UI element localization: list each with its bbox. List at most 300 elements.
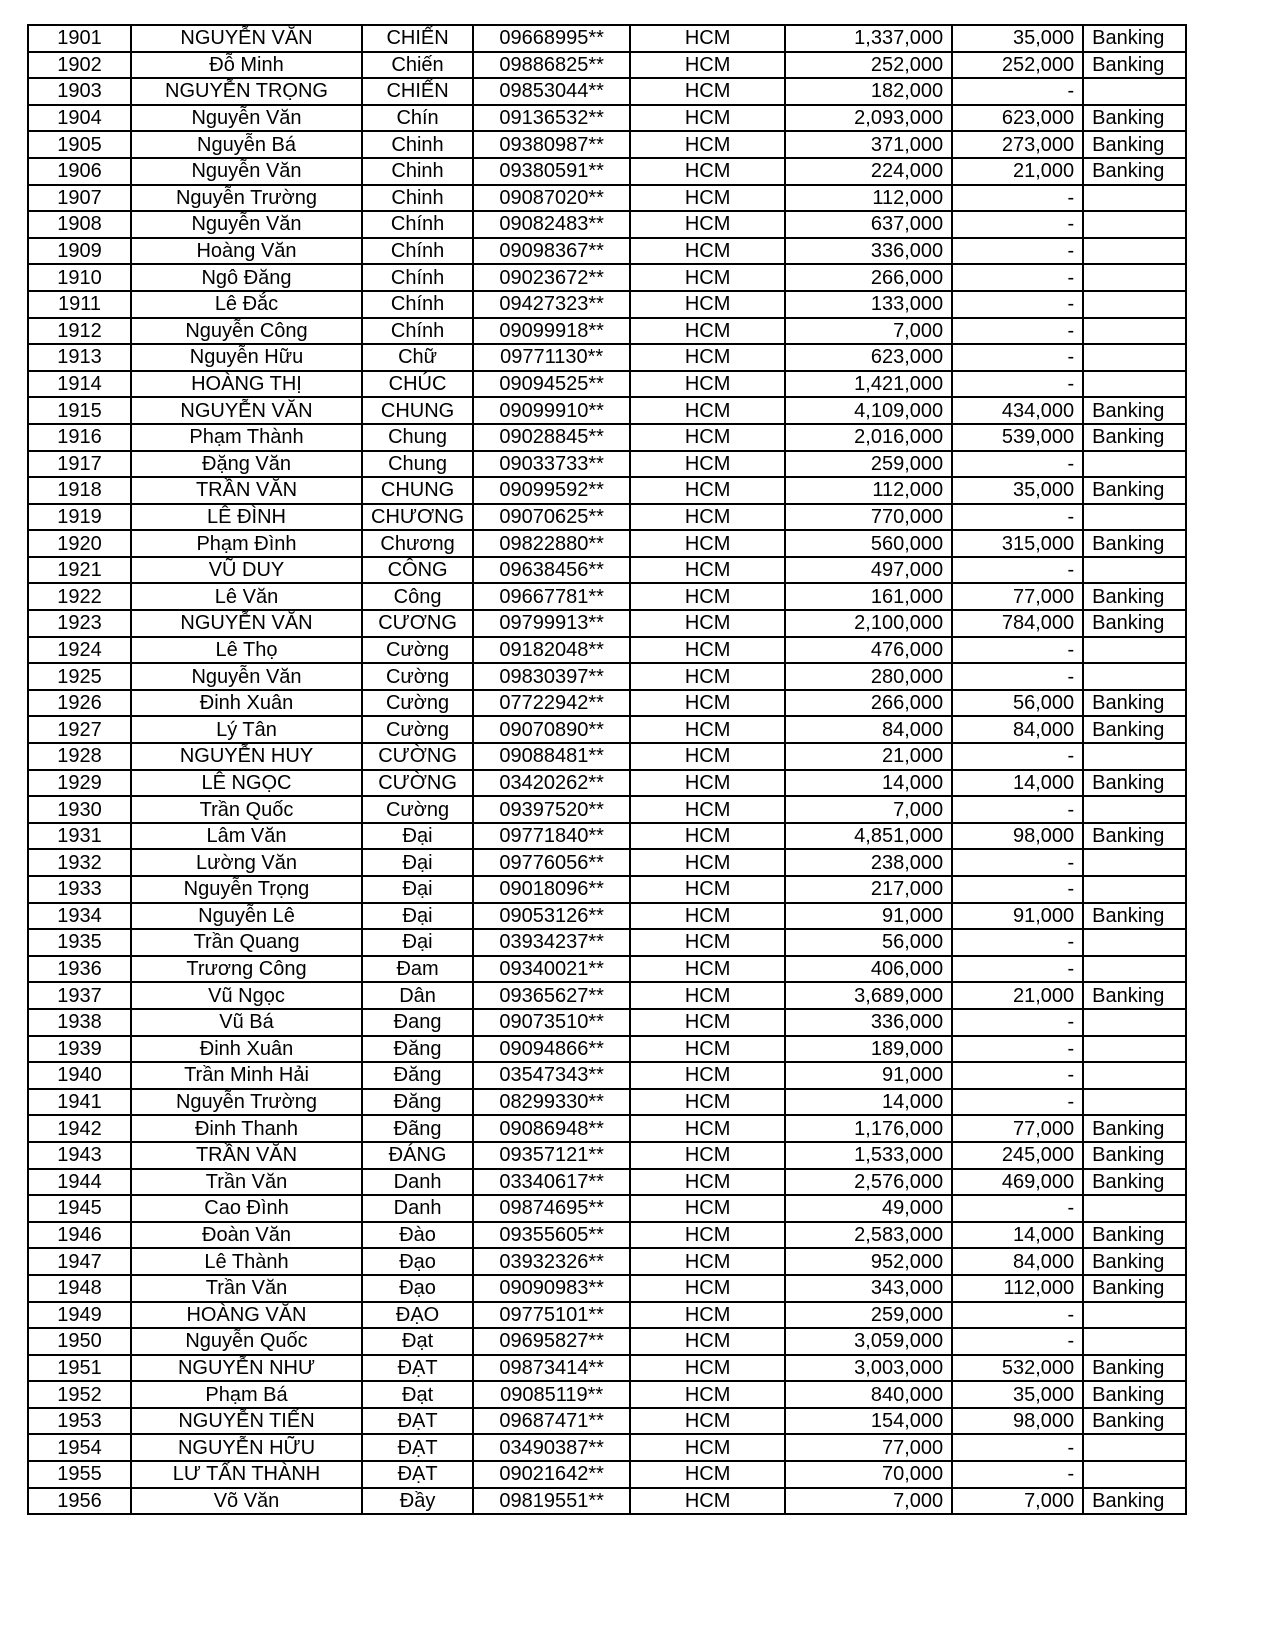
given-name-cell: Cường <box>362 716 473 743</box>
given-name-cell: Dân <box>362 982 473 1009</box>
phone-cell: 09638456** <box>473 557 630 584</box>
phone-cell: 03420262** <box>473 770 630 797</box>
surname-cell: NGUYỄN TIẾN <box>131 1408 362 1435</box>
total-amount-cell: 14,000 <box>785 1089 952 1116</box>
total-amount-cell: 1,176,000 <box>785 1115 952 1142</box>
table-row <box>28 663 1186 690</box>
paid-amount-cell: - <box>952 238 1083 265</box>
phone-cell: 09088481** <box>473 743 630 770</box>
city-cell: HCM <box>630 1169 785 1196</box>
table-row <box>28 1062 1186 1089</box>
city-cell: HCM <box>630 1488 785 1515</box>
surname-cell: Nguyễn Bá <box>131 131 362 158</box>
table-row <box>28 876 1186 903</box>
table-row <box>28 690 1186 717</box>
table-row <box>28 1248 1186 1275</box>
phone-cell: 07722942** <box>473 690 630 717</box>
total-amount-cell: 2,093,000 <box>785 105 952 132</box>
paid-amount-cell: 14,000 <box>952 1222 1083 1249</box>
surname-cell: HOÀNG THỊ <box>131 371 362 398</box>
row-number-cell: 1944 <box>28 1169 131 1196</box>
method-cell <box>1083 451 1186 478</box>
paid-amount-cell: - <box>952 1036 1083 1063</box>
given-name-cell: Đăng <box>362 1036 473 1063</box>
method-cell <box>1083 371 1186 398</box>
table-row <box>28 1089 1186 1116</box>
city-cell: HCM <box>630 25 785 52</box>
total-amount-cell: 112,000 <box>785 185 952 212</box>
city-cell: HCM <box>630 291 785 318</box>
city-cell: HCM <box>630 264 785 291</box>
method-cell: Banking <box>1083 1142 1186 1169</box>
total-amount-cell: 623,000 <box>785 344 952 371</box>
city-cell: HCM <box>630 1275 785 1302</box>
total-amount-cell: 259,000 <box>785 451 952 478</box>
row-number-cell: 1946 <box>28 1222 131 1249</box>
surname-cell: Đinh Xuân <box>131 690 362 717</box>
surname-cell: Cao Đình <box>131 1195 362 1222</box>
city-cell: HCM <box>630 185 785 212</box>
city-cell: HCM <box>630 903 785 930</box>
phone-cell: 09695827** <box>473 1328 630 1355</box>
surname-cell: Nguyễn Văn <box>131 105 362 132</box>
surname-cell: Nguyễn Lê <box>131 903 362 930</box>
method-cell: Banking <box>1083 52 1186 79</box>
method-cell: Banking <box>1083 158 1186 185</box>
city-cell: HCM <box>630 1089 785 1116</box>
surname-cell: Nguyễn Trường <box>131 185 362 212</box>
given-name-cell: Chính <box>362 238 473 265</box>
city-cell: HCM <box>630 743 785 770</box>
row-number-cell: 1927 <box>28 716 131 743</box>
surname-cell: Nguyễn Quốc <box>131 1328 362 1355</box>
surname-cell: Lý Tân <box>131 716 362 743</box>
total-amount-cell: 182,000 <box>785 78 952 105</box>
total-amount-cell: 1,533,000 <box>785 1142 952 1169</box>
paid-amount-cell: 56,000 <box>952 690 1083 717</box>
total-amount-cell: 133,000 <box>785 291 952 318</box>
paid-amount-cell: - <box>952 637 1083 664</box>
city-cell: HCM <box>630 318 785 345</box>
phone-cell: 09397520** <box>473 796 630 823</box>
surname-cell: Nguyễn Văn <box>131 211 362 238</box>
table-row <box>28 344 1186 371</box>
given-name-cell: ĐẠT <box>362 1461 473 1488</box>
paid-amount-cell: - <box>952 344 1083 371</box>
row-number-cell: 1930 <box>28 796 131 823</box>
city-cell: HCM <box>630 451 785 478</box>
row-number-cell: 1940 <box>28 1062 131 1089</box>
given-name-cell: CHIẾN <box>362 25 473 52</box>
city-cell: HCM <box>630 876 785 903</box>
table-row <box>28 371 1186 398</box>
row-number-cell: 1939 <box>28 1036 131 1063</box>
row-number-cell: 1923 <box>28 610 131 637</box>
table-row <box>28 1009 1186 1036</box>
method-cell: Banking <box>1083 823 1186 850</box>
paid-amount-cell: - <box>952 849 1083 876</box>
row-number-cell: 1911 <box>28 291 131 318</box>
table-row <box>28 78 1186 105</box>
table-row <box>28 903 1186 930</box>
method-cell <box>1083 211 1186 238</box>
method-cell: Banking <box>1083 1115 1186 1142</box>
city-cell: HCM <box>630 1009 785 1036</box>
table-row <box>28 1222 1186 1249</box>
method-cell: Banking <box>1083 1355 1186 1382</box>
city-cell: HCM <box>630 1115 785 1142</box>
total-amount-cell: 84,000 <box>785 716 952 743</box>
city-cell: HCM <box>630 849 785 876</box>
total-amount-cell: 336,000 <box>785 238 952 265</box>
method-cell <box>1083 956 1186 983</box>
method-cell <box>1083 1302 1186 1329</box>
given-name-cell: Đạt <box>362 1328 473 1355</box>
phone-cell: 09874695** <box>473 1195 630 1222</box>
total-amount-cell: 2,100,000 <box>785 610 952 637</box>
total-amount-cell: 7,000 <box>785 796 952 823</box>
table-row <box>28 1434 1186 1461</box>
row-number-cell: 1954 <box>28 1434 131 1461</box>
total-amount-cell: 56,000 <box>785 929 952 956</box>
given-name-cell: ĐẠT <box>362 1355 473 1382</box>
surname-cell: NGUYỄN VĂN <box>131 397 362 424</box>
phone-cell: 09070625** <box>473 504 630 531</box>
total-amount-cell: 189,000 <box>785 1036 952 1063</box>
table-body <box>28 25 1186 1514</box>
given-name-cell: Cường <box>362 663 473 690</box>
surname-cell: NGUYỄN VĂN <box>131 25 362 52</box>
table-row <box>28 1195 1186 1222</box>
total-amount-cell: 3,003,000 <box>785 1355 952 1382</box>
paid-amount-cell: 245,000 <box>952 1142 1083 1169</box>
row-number-cell: 1907 <box>28 185 131 212</box>
row-number-cell: 1934 <box>28 903 131 930</box>
method-cell <box>1083 557 1186 584</box>
table-row <box>28 451 1186 478</box>
surname-cell: Nguyễn Công <box>131 318 362 345</box>
phone-cell: 09357121** <box>473 1142 630 1169</box>
method-cell <box>1083 1434 1186 1461</box>
surname-cell: Đinh Xuân <box>131 1036 362 1063</box>
given-name-cell: ĐẠT <box>362 1408 473 1435</box>
row-number-cell: 1941 <box>28 1089 131 1116</box>
paid-amount-cell: - <box>952 743 1083 770</box>
method-cell <box>1083 264 1186 291</box>
table-row <box>28 1142 1186 1169</box>
city-cell: HCM <box>630 158 785 185</box>
surname-cell: LÊ ĐÌNH <box>131 504 362 531</box>
city-cell: HCM <box>630 1248 785 1275</box>
total-amount-cell: 637,000 <box>785 211 952 238</box>
row-number-cell: 1921 <box>28 557 131 584</box>
paid-amount-cell: - <box>952 1434 1083 1461</box>
method-cell: Banking <box>1083 1381 1186 1408</box>
phone-cell: 09085119** <box>473 1381 630 1408</box>
city-cell: HCM <box>630 637 785 664</box>
table-row <box>28 1461 1186 1488</box>
phone-cell: 03490387** <box>473 1434 630 1461</box>
city-cell: HCM <box>630 424 785 451</box>
phone-cell: 09830397** <box>473 663 630 690</box>
surname-cell: LÊ NGỌC <box>131 770 362 797</box>
phone-cell: 03934237** <box>473 929 630 956</box>
phone-cell: 09886825** <box>473 52 630 79</box>
given-name-cell: CHUNG <box>362 477 473 504</box>
total-amount-cell: 497,000 <box>785 557 952 584</box>
row-number-cell: 1914 <box>28 371 131 398</box>
surname-cell: Phạm Thành <box>131 424 362 451</box>
surname-cell: NGUYỄN TRỌNG <box>131 78 362 105</box>
row-number-cell: 1942 <box>28 1115 131 1142</box>
surname-cell: NGUYỄN VĂN <box>131 610 362 637</box>
table-row <box>28 291 1186 318</box>
paid-amount-cell: - <box>952 557 1083 584</box>
phone-cell: 09775101** <box>473 1302 630 1329</box>
phone-cell: 09873414** <box>473 1355 630 1382</box>
row-number-cell: 1912 <box>28 318 131 345</box>
given-name-cell: Đại <box>362 903 473 930</box>
paid-amount-cell: 434,000 <box>952 397 1083 424</box>
method-cell: Banking <box>1083 530 1186 557</box>
total-amount-cell: 252,000 <box>785 52 952 79</box>
city-cell: HCM <box>630 530 785 557</box>
method-cell: Banking <box>1083 1248 1186 1275</box>
total-amount-cell: 1,337,000 <box>785 25 952 52</box>
table-row <box>28 1036 1186 1063</box>
method-cell <box>1083 796 1186 823</box>
table-row <box>28 52 1186 79</box>
method-cell <box>1083 929 1186 956</box>
row-number-cell: 1917 <box>28 451 131 478</box>
phone-cell: 09021642** <box>473 1461 630 1488</box>
surname-cell: Hoàng Văn <box>131 238 362 265</box>
phone-cell: 09667781** <box>473 583 630 610</box>
table-row <box>28 929 1186 956</box>
row-number-cell: 1903 <box>28 78 131 105</box>
city-cell: HCM <box>630 105 785 132</box>
given-name-cell: Chính <box>362 211 473 238</box>
row-number-cell: 1951 <box>28 1355 131 1382</box>
total-amount-cell: 2,576,000 <box>785 1169 952 1196</box>
total-amount-cell: 7,000 <box>785 1488 952 1515</box>
surname-cell: Vũ Bá <box>131 1009 362 1036</box>
surname-cell: Đặng Văn <box>131 451 362 478</box>
city-cell: HCM <box>630 770 785 797</box>
paid-amount-cell: 98,000 <box>952 823 1083 850</box>
given-name-cell: CHIẾN <box>362 78 473 105</box>
city-cell: HCM <box>630 956 785 983</box>
surname-cell: VŨ DUY <box>131 557 362 584</box>
phone-cell: 09098367** <box>473 238 630 265</box>
city-cell: HCM <box>630 211 785 238</box>
surname-cell: NGUYỄN HỮU <box>131 1434 362 1461</box>
table-row <box>28 823 1186 850</box>
total-amount-cell: 280,000 <box>785 663 952 690</box>
phone-cell: 03932326** <box>473 1248 630 1275</box>
table-row <box>28 238 1186 265</box>
method-cell: Banking <box>1083 1488 1186 1515</box>
surname-cell: Trần Văn <box>131 1275 362 1302</box>
surname-cell: HOÀNG VĂN <box>131 1302 362 1329</box>
total-amount-cell: 1,421,000 <box>785 371 952 398</box>
given-name-cell: Đăng <box>362 1089 473 1116</box>
city-cell: HCM <box>630 477 785 504</box>
row-number-cell: 1935 <box>28 929 131 956</box>
table-row <box>28 1408 1186 1435</box>
city-cell: HCM <box>630 716 785 743</box>
table-row <box>28 185 1186 212</box>
surname-cell: Đinh Thanh <box>131 1115 362 1142</box>
given-name-cell: Đào <box>362 1222 473 1249</box>
table-row <box>28 716 1186 743</box>
surname-cell: Đỗ Minh <box>131 52 362 79</box>
method-cell <box>1083 291 1186 318</box>
surname-cell: Phạm Đình <box>131 530 362 557</box>
method-cell <box>1083 238 1186 265</box>
phone-cell: 09086948** <box>473 1115 630 1142</box>
table-row <box>28 318 1186 345</box>
surname-cell: Ngô Đăng <box>131 264 362 291</box>
method-cell <box>1083 318 1186 345</box>
table-row <box>28 1381 1186 1408</box>
total-amount-cell: 406,000 <box>785 956 952 983</box>
surname-cell: NGUYỄN HUY <box>131 743 362 770</box>
paid-amount-cell: 252,000 <box>952 52 1083 79</box>
row-number-cell: 1924 <box>28 637 131 664</box>
given-name-cell: CÔNG <box>362 557 473 584</box>
paid-amount-cell: - <box>952 78 1083 105</box>
phone-cell: 09771840** <box>473 823 630 850</box>
phone-cell: 09776056** <box>473 849 630 876</box>
method-cell: Banking <box>1083 477 1186 504</box>
total-amount-cell: 2,016,000 <box>785 424 952 451</box>
given-name-cell: Đại <box>362 823 473 850</box>
method-cell: Banking <box>1083 610 1186 637</box>
total-amount-cell: 952,000 <box>785 1248 952 1275</box>
row-number-cell: 1949 <box>28 1302 131 1329</box>
table-row <box>28 158 1186 185</box>
paid-amount-cell: - <box>952 211 1083 238</box>
total-amount-cell: 4,851,000 <box>785 823 952 850</box>
method-cell: Banking <box>1083 903 1186 930</box>
city-cell: HCM <box>630 557 785 584</box>
paid-amount-cell: - <box>952 291 1083 318</box>
row-number-cell: 1956 <box>28 1488 131 1515</box>
city-cell: HCM <box>630 583 785 610</box>
given-name-cell: Đầy <box>362 1488 473 1515</box>
method-cell: Banking <box>1083 131 1186 158</box>
given-name-cell: Danh <box>362 1195 473 1222</box>
method-cell: Banking <box>1083 716 1186 743</box>
paid-amount-cell: 35,000 <box>952 1381 1083 1408</box>
method-cell <box>1083 637 1186 664</box>
method-cell <box>1083 344 1186 371</box>
given-name-cell: Chinh <box>362 185 473 212</box>
method-cell: Banking <box>1083 770 1186 797</box>
given-name-cell: CƯỜNG <box>362 743 473 770</box>
paid-amount-cell: 469,000 <box>952 1169 1083 1196</box>
row-number-cell: 1915 <box>28 397 131 424</box>
phone-cell: 09340021** <box>473 956 630 983</box>
table-row <box>28 982 1186 1009</box>
city-cell: HCM <box>630 1461 785 1488</box>
row-number-cell: 1926 <box>28 690 131 717</box>
city-cell: HCM <box>630 1355 785 1382</box>
phone-cell: 09094525** <box>473 371 630 398</box>
surname-cell: Lê Đắc <box>131 291 362 318</box>
row-number-cell: 1905 <box>28 131 131 158</box>
phone-cell: 09073510** <box>473 1009 630 1036</box>
table-row <box>28 25 1186 52</box>
paid-amount-cell: 35,000 <box>952 477 1083 504</box>
row-number-cell: 1904 <box>28 105 131 132</box>
paid-amount-cell: 21,000 <box>952 982 1083 1009</box>
row-number-cell: 1918 <box>28 477 131 504</box>
row-number-cell: 1936 <box>28 956 131 983</box>
table-row <box>28 1169 1186 1196</box>
surname-cell: Nguyễn Văn <box>131 663 362 690</box>
row-number-cell: 1948 <box>28 1275 131 1302</box>
surname-cell: Trần Quang <box>131 929 362 956</box>
phone-cell: 09099910** <box>473 397 630 424</box>
given-name-cell: Chữ <box>362 344 473 371</box>
paid-amount-cell: 315,000 <box>952 530 1083 557</box>
surname-cell: Trần Minh Hải <box>131 1062 362 1089</box>
city-cell: HCM <box>630 1408 785 1435</box>
method-cell <box>1083 78 1186 105</box>
total-amount-cell: 343,000 <box>785 1275 952 1302</box>
city-cell: HCM <box>630 371 785 398</box>
table-row <box>28 477 1186 504</box>
row-number-cell: 1952 <box>28 1381 131 1408</box>
total-amount-cell: 3,689,000 <box>785 982 952 1009</box>
table-row <box>28 770 1186 797</box>
total-amount-cell: 7,000 <box>785 318 952 345</box>
method-cell <box>1083 743 1186 770</box>
phone-cell: 09853044** <box>473 78 630 105</box>
row-number-cell: 1920 <box>28 530 131 557</box>
method-cell: Banking <box>1083 105 1186 132</box>
table-row <box>28 849 1186 876</box>
paid-amount-cell: 77,000 <box>952 583 1083 610</box>
phone-cell: 03340617** <box>473 1169 630 1196</box>
phone-cell: 09380591** <box>473 158 630 185</box>
phone-cell: 09033733** <box>473 451 630 478</box>
phone-cell: 09380987** <box>473 131 630 158</box>
method-cell <box>1083 1062 1186 1089</box>
table-row <box>28 743 1186 770</box>
method-cell <box>1083 1461 1186 1488</box>
surname-cell: Trần Quốc <box>131 796 362 823</box>
method-cell: Banking <box>1083 982 1186 1009</box>
given-name-cell: Đam <box>362 956 473 983</box>
total-amount-cell: 91,000 <box>785 1062 952 1089</box>
paid-amount-cell: 784,000 <box>952 610 1083 637</box>
given-name-cell: Đăng <box>362 1062 473 1089</box>
phone-cell: 09799913** <box>473 610 630 637</box>
table-row <box>28 264 1186 291</box>
surname-cell: Trần Văn <box>131 1169 362 1196</box>
city-cell: HCM <box>630 690 785 717</box>
total-amount-cell: 21,000 <box>785 743 952 770</box>
total-amount-cell: 3,059,000 <box>785 1328 952 1355</box>
paid-amount-cell: - <box>952 1195 1083 1222</box>
phone-cell: 09094866** <box>473 1036 630 1063</box>
total-amount-cell: 770,000 <box>785 504 952 531</box>
paid-amount-cell: - <box>952 929 1083 956</box>
method-cell: Banking <box>1083 424 1186 451</box>
